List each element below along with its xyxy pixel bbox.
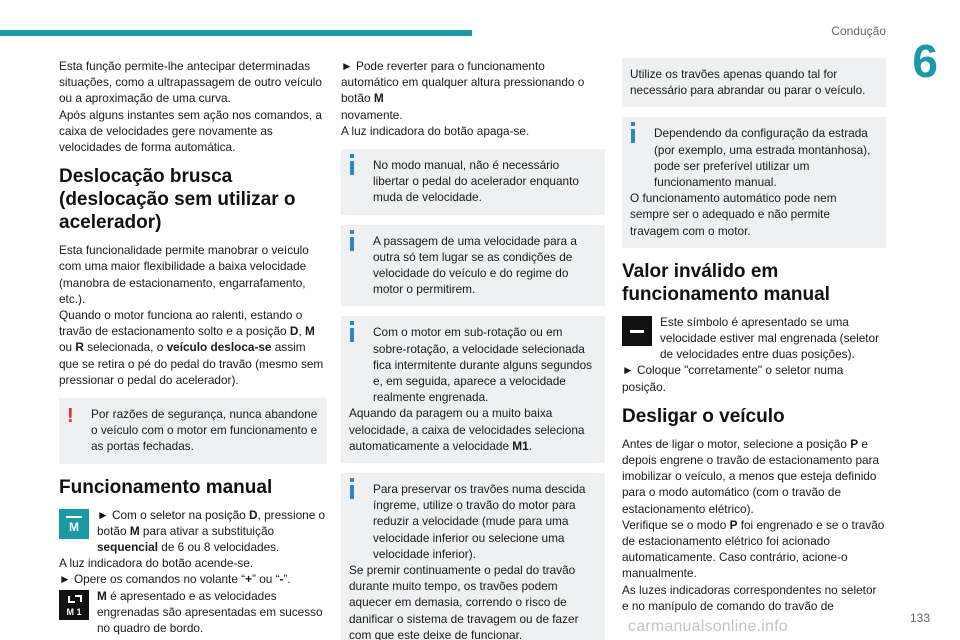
info-text: Utilize os travões apenas quando tal for necessário para abrandar ou parar o veículo.	[630, 67, 866, 98]
info-text: Se premir continuamente o pedal do travão durante muito tempo, os travões podem aquecer em demasia, correndo o risco de danificar o sistema de travagem ou de fazer com que este deixe de funcionar.	[349, 563, 579, 640]
info-note	[341, 225, 605, 307]
info-text: O funcionamento automático pode nem sempre ser o adequado e não permite travagem com o motor.	[630, 191, 837, 238]
info-icon	[631, 129, 635, 143]
heading-jerk: Deslocação brusca (deslocação sem utilizar o acelerador)	[59, 166, 296, 234]
gear-display-block	[59, 588, 327, 637]
info-note	[622, 117, 886, 247]
paragraph: Este símbolo é apresentado se uma velocidade estiver mal engrenada (seletor de velocidades entre duas posições).	[660, 314, 880, 362]
heading-invalid: Valor inválido em funcionamento manual	[622, 260, 830, 305]
info-icon	[350, 485, 354, 499]
heading-off: Desligar o veículo	[622, 405, 785, 427]
header-accent-bar	[0, 30, 472, 36]
info-text: Aquando da paragem ou a muito baixa velocidade, a caixa de velocidades seleciona automaticamente a velocidade M1.	[349, 406, 585, 453]
gear-display-icon	[59, 590, 89, 620]
section-title: Condução	[831, 24, 886, 38]
paragraph: ► Coloque "corretamente" o seletor numa posição.	[622, 363, 844, 394]
paragraph: Antes de ligar o motor, selecione a posição P e depois engrene o travão de estacionamento para imobilizar o veículo, a menos que esteja definido para o modo automático (com o travão de estacionamento elétrico).	[622, 436, 880, 516]
paragraph: ► Opere os comandos no volante “+” ou “-”.	[59, 572, 291, 587]
info-text: Dependendo da configuração da estrada (por exemplo, uma estrada montanhosa), pode ser preferível utilizar um funcionamento manual.	[654, 126, 871, 190]
info-note	[341, 149, 605, 215]
info-icon	[350, 237, 354, 251]
chapter-number: 6	[912, 35, 938, 87]
svg-text:M 1: M 1	[66, 606, 82, 617]
info-icon	[350, 161, 354, 175]
info-note	[341, 316, 605, 463]
info-text: No modo manual, não é necessário libertar o pedal do acelerador enquanto muda de velocidade.	[373, 158, 579, 205]
info-note	[341, 473, 605, 640]
manual-block	[59, 507, 327, 556]
warning-icon: !	[67, 405, 74, 428]
paragraph: ► Com o seletor na posição D, pressione o botão M para ativar a substituição sequencial de 6 ou 8 velocidades.	[97, 507, 326, 555]
info-note	[622, 58, 886, 107]
page-number: 133	[909, 611, 930, 625]
info-icon	[350, 328, 354, 342]
paragraph: Quando o motor funciona ao ralenti, estando o travão de estacionamento solto e a posição D, M ou R selecionada, o veículo desloca-se assim que se retira o pé do pedal do travão (mesmo sem pressionar o pedal do acelerador).	[59, 308, 324, 387]
paragraph: Verifique se o modo P foi engrenado e se o travão de estacionamento elétrico foi acionado automaticamente. Caso contrário, acione-o manualmente.	[622, 517, 885, 581]
paragraph: A luz indicadora do botão apaga-se.	[341, 123, 530, 138]
column-2	[341, 58, 605, 640]
column-3	[622, 58, 886, 614]
warning-text: Por razões de segurança, nunca abandone o veículo com o motor em funcionamento e as portas fechadas.	[91, 407, 318, 454]
watermark: carmanualsonline.info	[628, 618, 788, 635]
column-1	[59, 58, 327, 636]
dash-indicator-icon	[622, 316, 652, 346]
heading-manual: Funcionamento manual	[59, 476, 273, 498]
invalid-block	[622, 314, 886, 363]
paragraph: Esta funcionalidade permite manobrar o veículo com uma maior flexibilidade a baixa velocidade (manobra de estacionamento, engarrafamento, etc.).	[59, 243, 309, 306]
warning-note	[59, 398, 327, 464]
info-text: A passagem de uma velocidade para a outra só tem lugar se as condições de velocidade do veículo e do regime do motor o permitirem.	[373, 233, 577, 297]
svg-text:M: M	[69, 519, 79, 534]
paragraph: A luz indicadora do botão acende-se.	[59, 556, 254, 571]
paragraph: As luzes indicadoras correspondentes no seletor e no manípulo de comando do travão de	[622, 582, 877, 613]
info-text: Para preservar os travões numa descida íngreme, utilize o travão do motor para reduzir a velocidade (mude para uma velocidade inferior ou selecione uma velocidade inferior).	[373, 482, 586, 561]
paragraph: Esta função permite-lhe antecipar determinadas situações, como a ultrapassagem de outro veículo ou a aproximação de uma curva.	[59, 59, 322, 106]
paragraph: ► Pode reverter para o funcionamento automático em qualquer altura pressionando o botão M novamente.	[341, 59, 585, 122]
paragraph: Após alguns instantes sem ação nos comandos, a caixa de velocidades gere novamente as velocidades de forma automática.	[59, 107, 322, 155]
manual-mode-button-icon	[59, 509, 89, 539]
info-text: Com o motor em sub-rotação ou em sobre-rotação, a velocidade selecionada fica intermitente durante alguns segundos e, em seguida, aparece a velocidade realmente engrenada.	[373, 325, 593, 405]
paragraph: M é apresentado e as velocidades engrenadas são apresentadas em sucesso no quadro de bordo.	[97, 588, 323, 636]
